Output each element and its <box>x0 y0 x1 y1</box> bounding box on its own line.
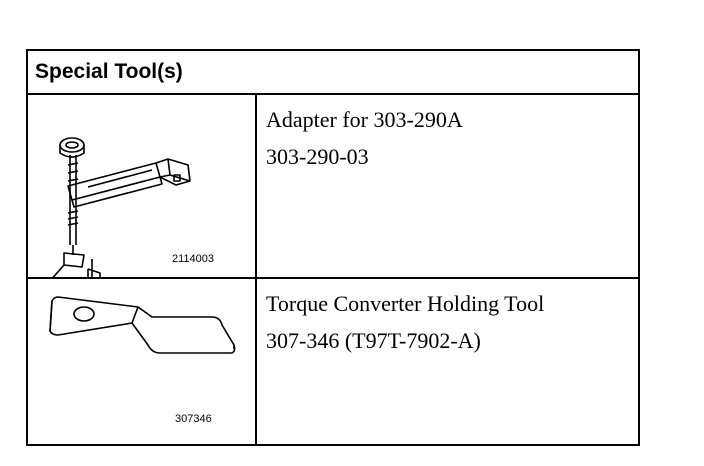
figure-number: 307346 <box>175 413 212 425</box>
table-title: Special Tool(s) <box>35 60 183 83</box>
tool-description: Torque Converter Holding Tool <box>266 291 545 316</box>
table-row <box>28 95 638 279</box>
figure-number: 2114003 <box>172 253 215 265</box>
tool-part-number: 307-346 (T97T-7902-A) <box>266 328 481 353</box>
table-header <box>28 51 638 95</box>
tool-text-cell <box>257 95 638 277</box>
tool-text-cell <box>257 279 638 444</box>
adapter-tool-illustration <box>28 95 255 277</box>
tool-part-number: 303-290-03 <box>266 144 369 169</box>
tool-description: Adapter for 303-290A <box>266 107 463 132</box>
special-tools-table <box>26 49 640 446</box>
holding-tool-illustration <box>28 279 255 442</box>
tool-image-cell <box>28 279 257 444</box>
table-row <box>28 279 638 444</box>
tool-image-cell <box>28 95 257 277</box>
